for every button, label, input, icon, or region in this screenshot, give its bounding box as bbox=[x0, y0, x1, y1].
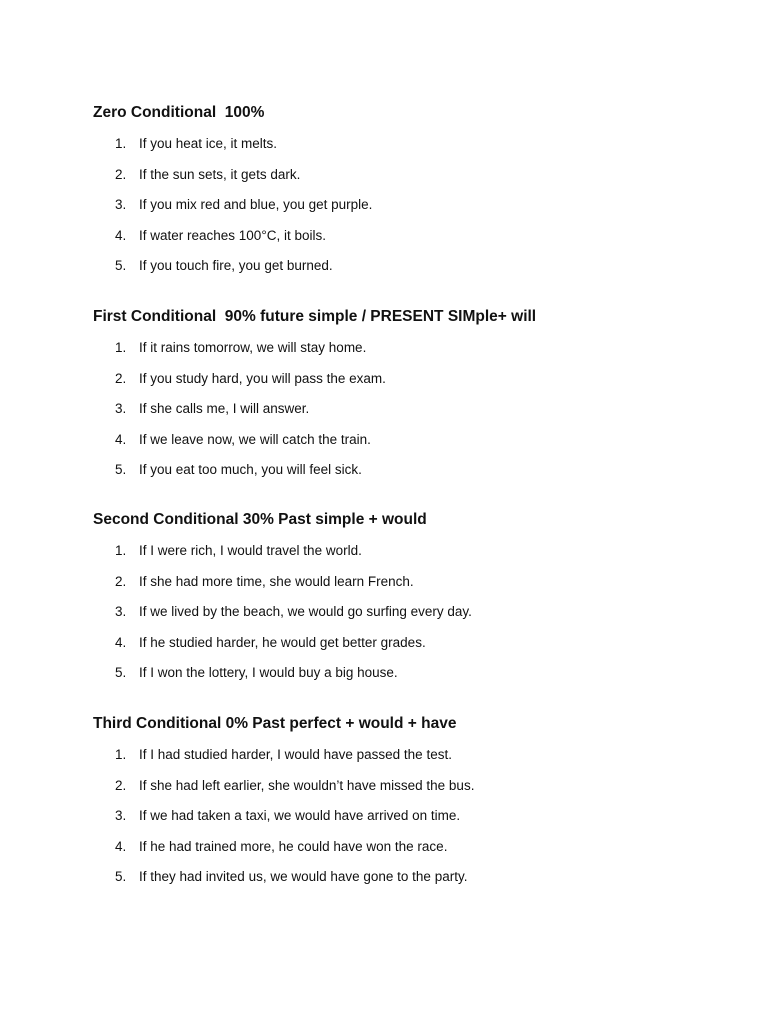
list-item bbox=[93, 196, 713, 227]
item-number: 4. bbox=[115, 634, 127, 650]
item-number: 3. bbox=[115, 808, 127, 823]
list-item bbox=[93, 868, 713, 899]
list-item bbox=[93, 400, 713, 431]
item-number: 2. bbox=[115, 166, 127, 182]
item-text: If you study hard, you will pass the exam. bbox=[139, 370, 386, 386]
item-text: If I were rich, I would travel the world. bbox=[139, 543, 362, 558]
item-text: If I had studied harder, I would have passed the test. bbox=[139, 747, 452, 762]
item-text: If he studied harder, he would get better grades. bbox=[139, 634, 426, 650]
section-heading: First Conditional 90% future simple / PRESENT SIMple+ will bbox=[93, 308, 537, 325]
item-text: If you heat ice, it melts. bbox=[139, 136, 278, 151]
item-number: 3. bbox=[115, 604, 127, 619]
list-item bbox=[93, 166, 713, 197]
item-number: 1. bbox=[115, 136, 127, 151]
item-number: 4. bbox=[115, 227, 127, 243]
item-text: If you mix red and blue, you get purple. bbox=[139, 197, 373, 212]
item-text: If the sun sets, it gets dark. bbox=[139, 166, 301, 182]
example-list bbox=[93, 135, 713, 288]
list-item bbox=[93, 339, 713, 370]
item-text: If you eat too much, you will feel sick. bbox=[139, 462, 362, 477]
list-item bbox=[93, 777, 713, 808]
item-text: If we leave now, we will catch the train. bbox=[139, 431, 371, 447]
item-number: 2. bbox=[115, 573, 127, 589]
list-item bbox=[93, 807, 713, 838]
list-item bbox=[93, 603, 713, 634]
list-item bbox=[93, 257, 713, 288]
item-text: If I won the lottery, I would buy a big house. bbox=[139, 665, 398, 680]
section-heading: Third Conditional 0% Past perfect + would + have bbox=[93, 715, 457, 732]
item-number: 1. bbox=[115, 543, 127, 558]
item-number: 4. bbox=[115, 838, 127, 854]
example-list bbox=[93, 542, 713, 695]
item-text: If it rains tomorrow, we will stay home. bbox=[139, 340, 367, 355]
list-item bbox=[93, 461, 713, 492]
item-text: If we lived by the beach, we would go surfing every day. bbox=[139, 604, 472, 619]
item-number: 5. bbox=[115, 258, 127, 273]
section-second-conditional bbox=[93, 511, 713, 695]
list-item bbox=[93, 664, 713, 695]
section-first-conditional bbox=[93, 308, 713, 492]
list-item bbox=[93, 370, 713, 401]
section-heading: Second Conditional 30% Past simple + would bbox=[93, 511, 427, 528]
item-number: 5. bbox=[115, 665, 127, 680]
item-text: If he had trained more, he could have won the race. bbox=[139, 838, 448, 854]
item-text: If she calls me, I will answer. bbox=[139, 401, 310, 416]
list-item bbox=[93, 746, 713, 777]
list-item bbox=[93, 542, 713, 573]
item-text: If you touch fire, you get burned. bbox=[139, 258, 333, 273]
list-item bbox=[93, 573, 713, 604]
item-number: 5. bbox=[115, 462, 127, 477]
item-text: If they had invited us, we would have gone to the party. bbox=[139, 869, 468, 884]
list-item bbox=[93, 634, 713, 665]
item-text: If we had taken a taxi, we would have arrived on time. bbox=[139, 808, 461, 823]
item-number: 2. bbox=[115, 370, 127, 386]
item-number: 1. bbox=[115, 747, 127, 762]
section-heading: Zero Conditional 100% bbox=[93, 104, 265, 121]
list-item bbox=[93, 227, 713, 258]
list-item bbox=[93, 838, 713, 869]
section-zero-conditional bbox=[93, 104, 713, 288]
item-text: If water reaches 100°C, it boils. bbox=[139, 227, 326, 243]
item-number: 4. bbox=[115, 431, 127, 447]
example-list bbox=[93, 339, 713, 492]
list-item bbox=[93, 431, 713, 462]
item-number: 3. bbox=[115, 401, 127, 416]
item-number: 5. bbox=[115, 869, 127, 884]
list-item bbox=[93, 135, 713, 166]
item-number: 1. bbox=[115, 340, 127, 355]
item-text: If she had left earlier, she wouldn’t have missed the bus. bbox=[139, 777, 475, 793]
item-number: 3. bbox=[115, 197, 127, 212]
item-text: If she had more time, she would learn French. bbox=[139, 573, 414, 589]
item-number: 2. bbox=[115, 777, 127, 793]
example-list bbox=[93, 746, 713, 899]
section-third-conditional bbox=[93, 715, 713, 899]
